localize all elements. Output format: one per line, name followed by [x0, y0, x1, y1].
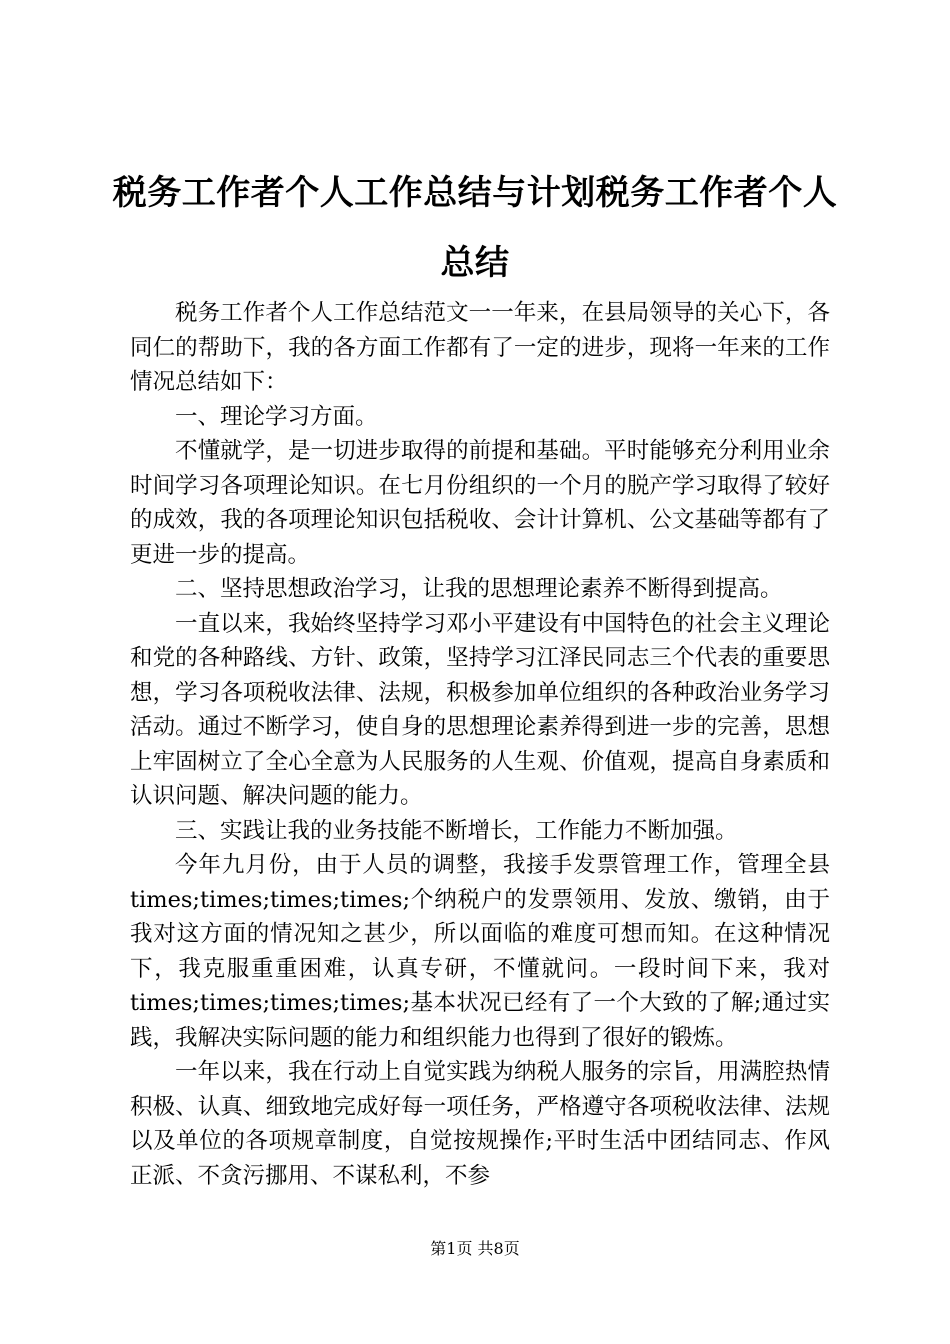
- paragraph: 不懂就学，是一切进步取得的前提和基础。平时能够充分利用业余时间学习各项理论知识。在七月份组织的一个月的脱产学习取得了较好的成效，我的各项理论知识包括税收、会计计算机、公文基础等都有了更进一步的提高。: [130, 438, 830, 568]
- section-heading: 三、实践让我的业务技能不断增长，工作能力不断加强。: [175, 817, 738, 844]
- page-footer: 第1页 共8页: [430, 1239, 520, 1258]
- paragraph: 税务工作者个人工作总结范文一一年来，在县局领导的关心下，各同仁的帮助下，我的各方面工作都有了一定的进步，现将一年来的工作情况总结如下：: [130, 300, 830, 395]
- section-heading: 二、坚持思想政治学习，让我的思想理论素养不断得到提高。: [175, 576, 783, 602]
- section-heading: 一、理论学习方面。: [175, 403, 378, 430]
- paragraph: 今年九月份，由于人员的调整，我接手发票管理工作，管理全县times;times;times;times;个纳税户的发票领用、发放、缴销，由于我对这方面的情况知之甚少，所以面临的难度可想而知。在这种情况下，我克服重重困难，认真专研，不懂就问。一段时间下来，我对times;times;times;times;基本状况已经有了一个大致的了解;通过实践，我解决实际问题的能力和组织能力也得到了很好的锻炼。: [130, 852, 830, 1051]
- document-body: [130, 296, 830, 1193]
- paragraph: 一年以来，我在行动上自觉实践为纳税人服务的宗旨，用满腔热情积极、认真、细致地完成好每一项任务，严格遵守各项税收法律、法规以及单位的各项规章制度，自觉按规操作;平时生活中团结同志、作风正派、不贪污挪用、不谋私利，不参: [130, 1059, 830, 1189]
- document-title: 税务工作者个人工作总结与计划税务工作者个人总结: [112, 173, 838, 283]
- paragraph: 一直以来，我始终坚持学习邓小平建设有中国特色的社会主义理论和党的各种路线、方针、政策，坚持学习江泽民同志三个代表的重要思想，学习各项税收法律、法规，积极参加单位组织的各种政治业务学习活动。通过不断学习，使自身的思想理论素养得到进一步的完善，思想上牢固树立了全心全意为人民服务的人生观、价值观，提高自身素质和认识问题、解决问题的能力。: [130, 610, 830, 809]
